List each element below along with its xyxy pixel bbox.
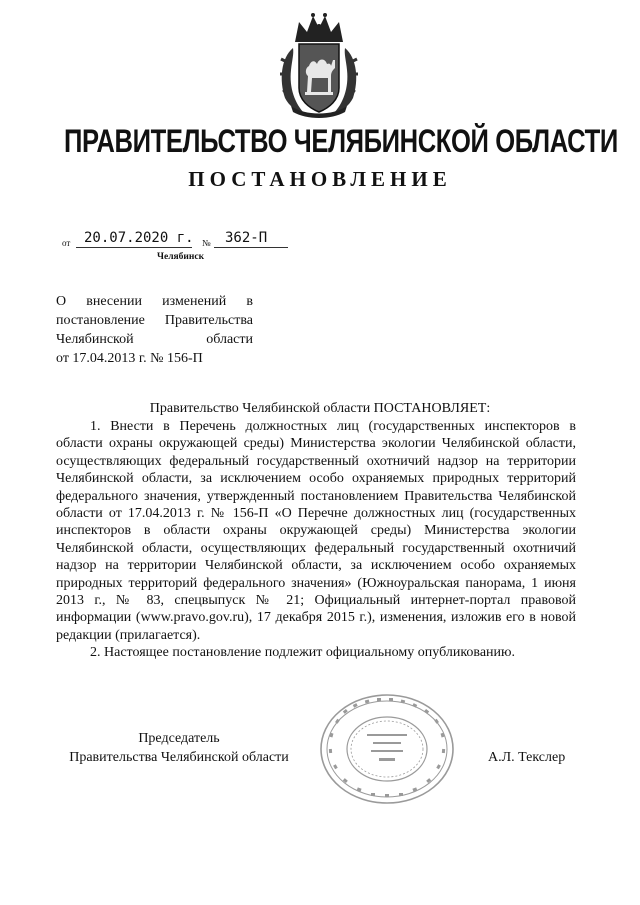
date-underline	[76, 247, 192, 248]
date-label: от	[62, 238, 71, 248]
number-underline	[214, 247, 288, 248]
resolution-body	[56, 418, 576, 662]
document-type: ПОСТАНОВЛЕНИЕ	[188, 167, 452, 191]
subject-line	[56, 311, 253, 330]
subject-word: в	[246, 294, 253, 309]
resolution-lead: Правительство Челябинской области ПОСТАНОВЛЯЕТ:	[149, 401, 491, 416]
document-number: 362-П	[225, 230, 268, 246]
signatory-name: А.Л. Текслер	[488, 750, 566, 765]
body-paragraph: 2. Настоящее постановление подлежит официальному опубликованию.	[90, 645, 515, 661]
body-paragraph: 1. Внести в Перечень должностных лиц (государственных инспекторов в области охраны окружающей среды) Министерства экологии Челябинской области, осуществляющих федеральный государственный охотничий надзор на территории Челябинской области, за исключением особо охраняемых природных территорий федерального значения, утвержденный постановлением Правительства Челябинской области от 17.04.2013 г. № 156-П «О Перечне должностных лиц (государственных инспекторов в области охраны окружающей среды) Министерства экологии Челябинской области, осуществляющих федеральный государственный охотничий надзор на территории Челябинской области, за исключением особо охраняемых природных территорий федерального значения» (Южноуральская панорама, 1 июня 2013 г., № 83, спецвыпуск № 21; Официальный интернет-портал правовой информации (www.pravo.gov.ru), 17 декабря 2015 г.), изменения, изложив его в новой редакции (прилагается).	[56, 419, 576, 643]
subject-word: от 17.04.2013 г. № 156-П	[56, 351, 203, 366]
subject-word: области	[206, 332, 253, 347]
subject-word: постановление	[56, 313, 145, 328]
position-line: Правительства Челябинской области	[69, 750, 289, 765]
position-line: Председатель	[138, 731, 220, 746]
organization-title: ПРАВИТЕЛЬСТВО ЧЕЛЯБИНСКОЙ ОБЛАСТИ	[64, 123, 618, 159]
subject-word: О	[56, 294, 67, 309]
subject-line	[56, 349, 253, 368]
subject-word: Правительства	[164, 313, 253, 328]
signatory-position	[56, 729, 302, 767]
official-seal-icon	[315, 692, 460, 807]
subject-block	[56, 292, 253, 368]
number-label: №	[202, 238, 211, 248]
subject-word: внесении	[86, 294, 142, 309]
subject-word: Челябинской	[56, 332, 134, 347]
subject-line	[56, 330, 253, 349]
subject-line	[56, 292, 253, 311]
document-date: 20.07.2020 г.	[84, 230, 194, 246]
city: Челябинск	[157, 252, 205, 262]
subject-word: изменений	[162, 294, 227, 309]
coat-of-arms-icon	[275, 8, 363, 120]
